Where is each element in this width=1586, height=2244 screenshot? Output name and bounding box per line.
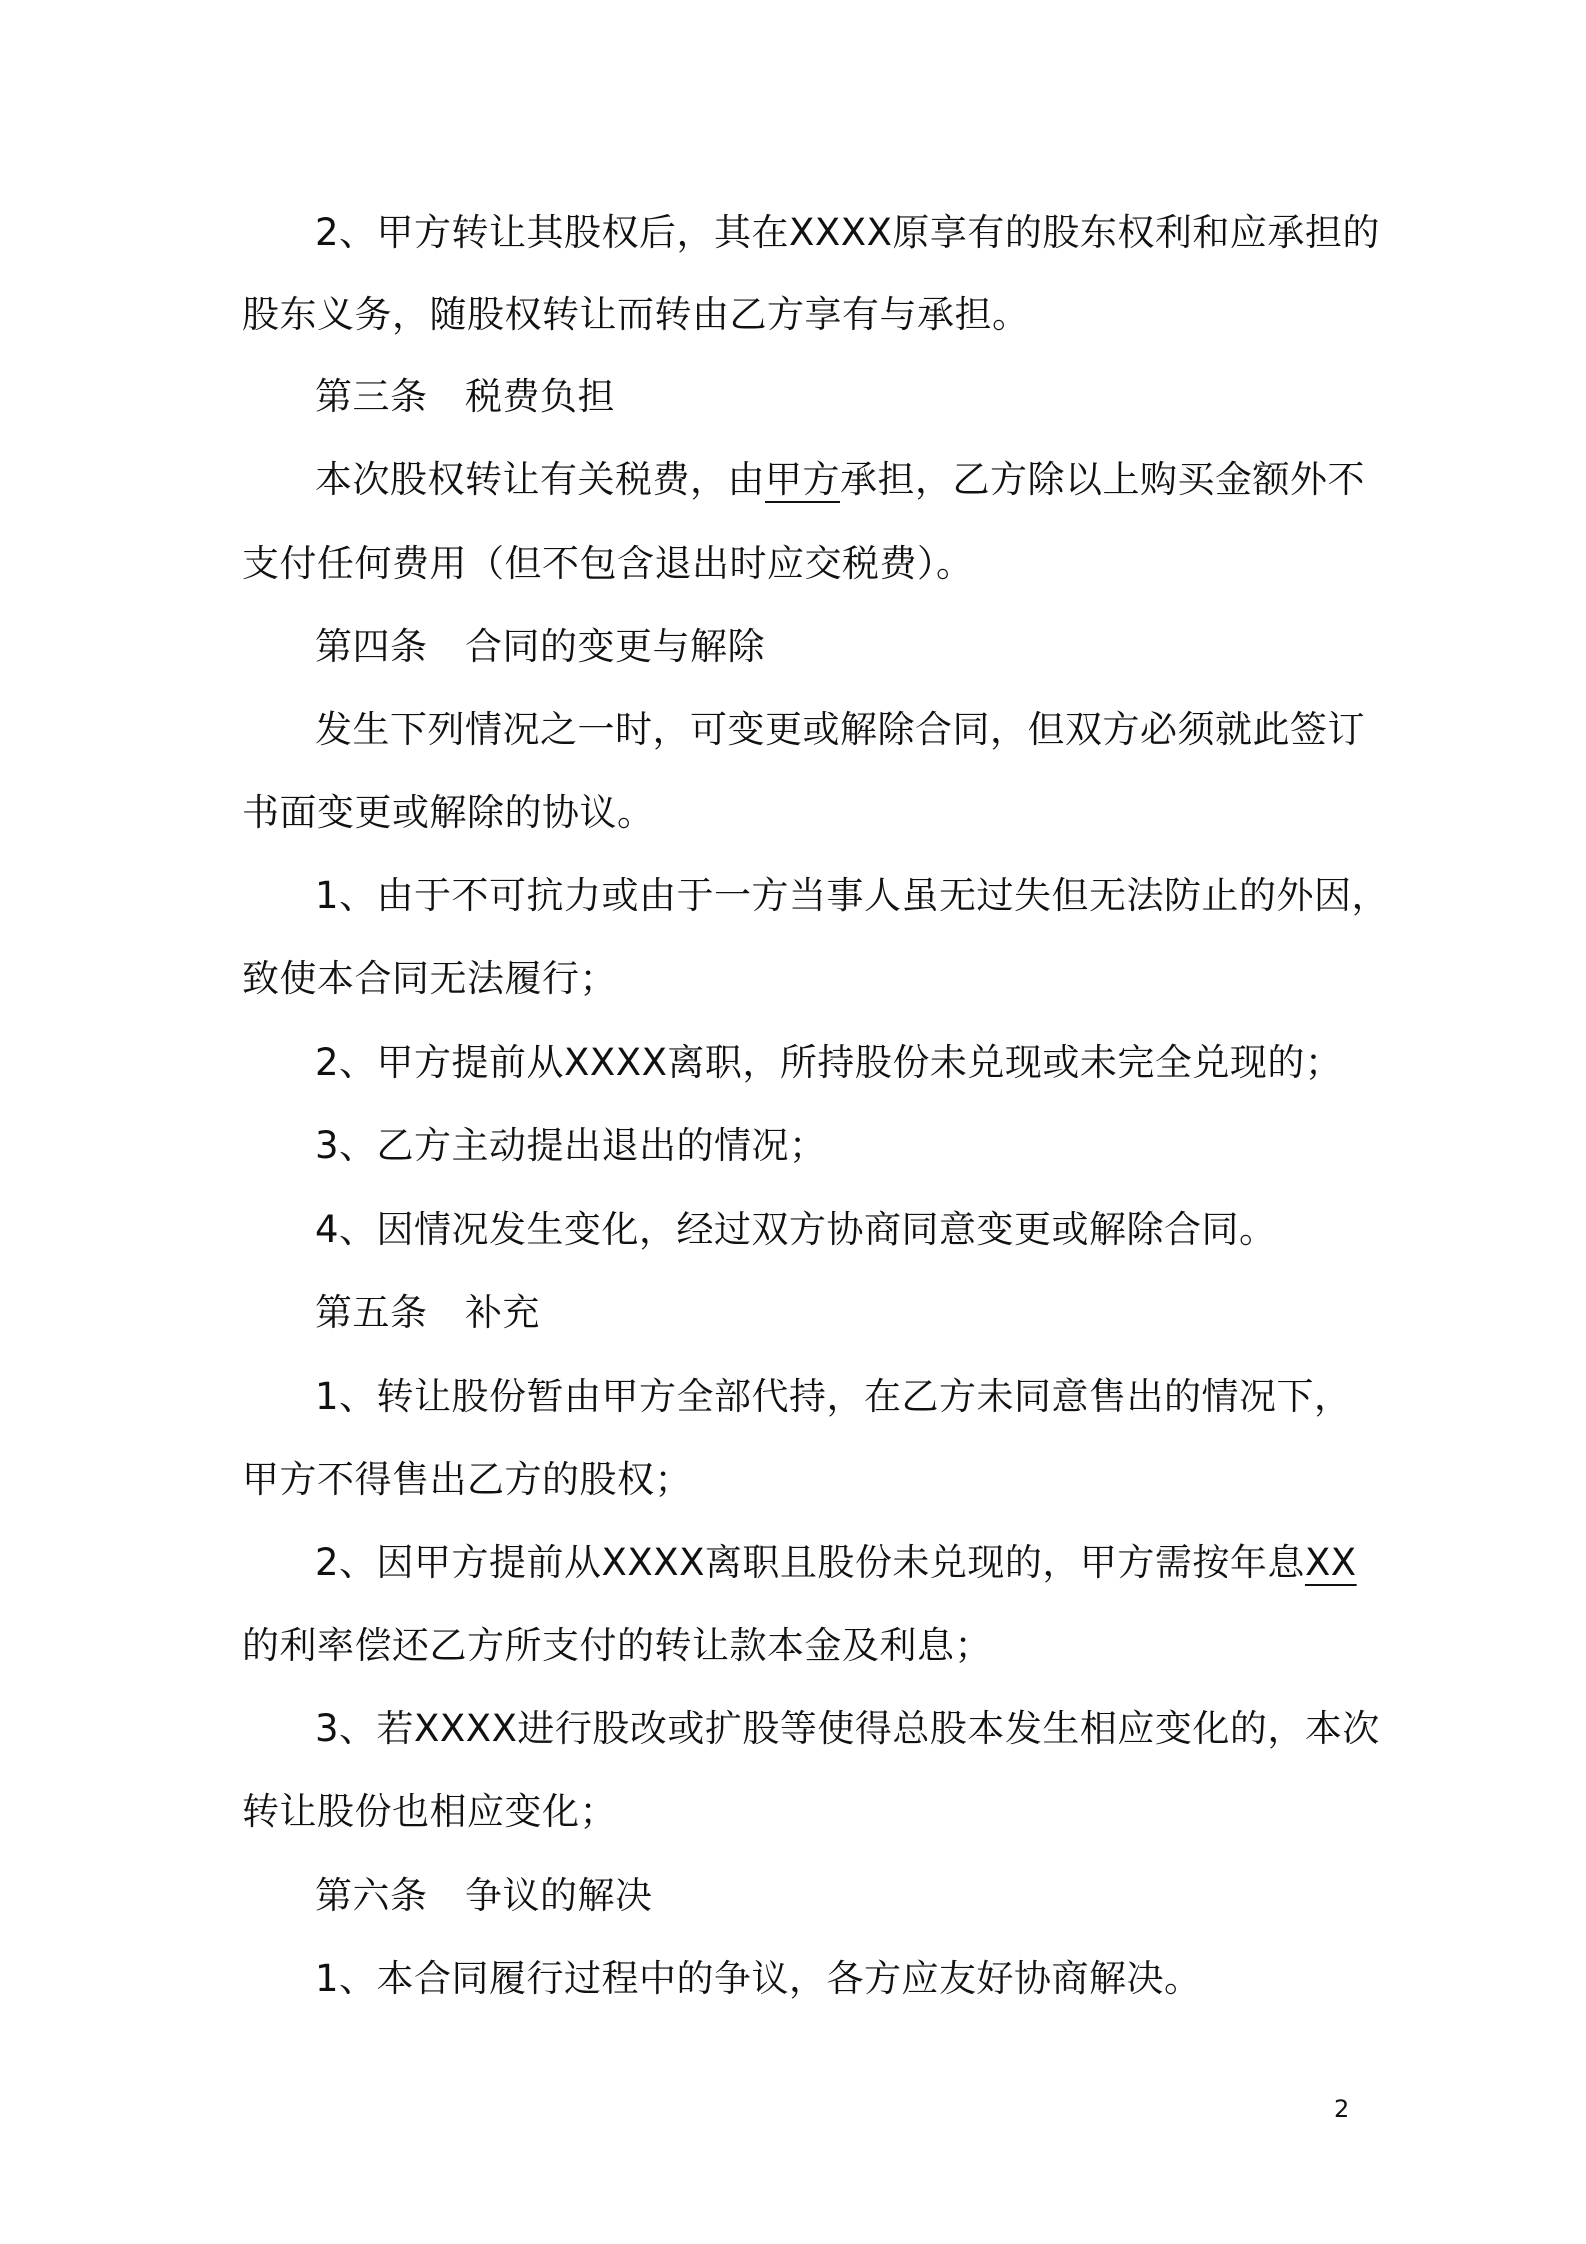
underlined-text: 甲方 bbox=[765, 458, 840, 501]
paragraph-line: 甲方不得售出乙方的股权； bbox=[242, 1458, 692, 1501]
paragraph-line: 1、本合同履行过程中的争议，各方应友好协商解决。 bbox=[315, 1957, 1202, 2000]
paragraph-line: 支付任何费用（但不包含退出时应交税费）。 bbox=[242, 542, 974, 585]
paragraph-line: 2、甲方提前从XXXX离职，所持股份未兑现或未完全兑现的； bbox=[315, 1041, 1343, 1084]
paragraph-line: 的利率偿还乙方所支付的转让款本金及利息； bbox=[242, 1624, 992, 1667]
paragraph-line: 4、因情况发生变化，经过双方协商同意变更或解除合同。 bbox=[315, 1208, 1277, 1251]
page-number: 2 bbox=[1334, 2095, 1350, 2123]
section-heading: 第六条 争议的解决 bbox=[315, 1874, 653, 1917]
text-segment: 2、因甲方提前从XXXX离职且股份未兑现的，甲方需按年息 bbox=[315, 1541, 1305, 1584]
paragraph-line bbox=[315, 1538, 1357, 1588]
paragraph-line bbox=[315, 455, 1365, 505]
text-segment: 本次股权转让有关税费，由 bbox=[315, 458, 765, 501]
paragraph-line: 书面变更或解除的协议。 bbox=[242, 791, 655, 834]
paragraph-line: 1、转让股份暂由甲方全部代持，在乙方未同意售出的情况下， bbox=[315, 1375, 1352, 1418]
section-heading: 第三条 税费负担 bbox=[315, 375, 615, 418]
text-segment: 承担，乙方除以上购买金额外不 bbox=[840, 458, 1365, 501]
section-heading: 第五条 补充 bbox=[315, 1291, 540, 1334]
paragraph-line: 2、甲方转让其股权后，其在XXXX原享有的股东权利和应承担的 bbox=[315, 211, 1380, 254]
section-heading: 第四条 合同的变更与解除 bbox=[315, 625, 765, 668]
paragraph-line: 致使本合同无法履行； bbox=[242, 957, 617, 1000]
paragraph-line: 1、由于不可抗力或由于一方当事人虽无过失但无法防止的外因， bbox=[315, 874, 1390, 917]
paragraph-line: 股东义务，随股权转让而转由乙方享有与承担。 bbox=[242, 293, 1030, 336]
underlined-text: XX bbox=[1304, 1541, 1357, 1584]
paragraph-line: 3、乙方主动提出退出的情况； bbox=[315, 1124, 827, 1167]
paragraph-line: 3、若XXXX进行股改或扩股等使得总股本发生相应变化的，本次 bbox=[315, 1707, 1380, 1750]
paragraph-line: 转让股份也相应变化； bbox=[242, 1790, 617, 1833]
paragraph-line: 发生下列情况之一时，可变更或解除合同，但双方必须就此签订 bbox=[315, 708, 1365, 751]
